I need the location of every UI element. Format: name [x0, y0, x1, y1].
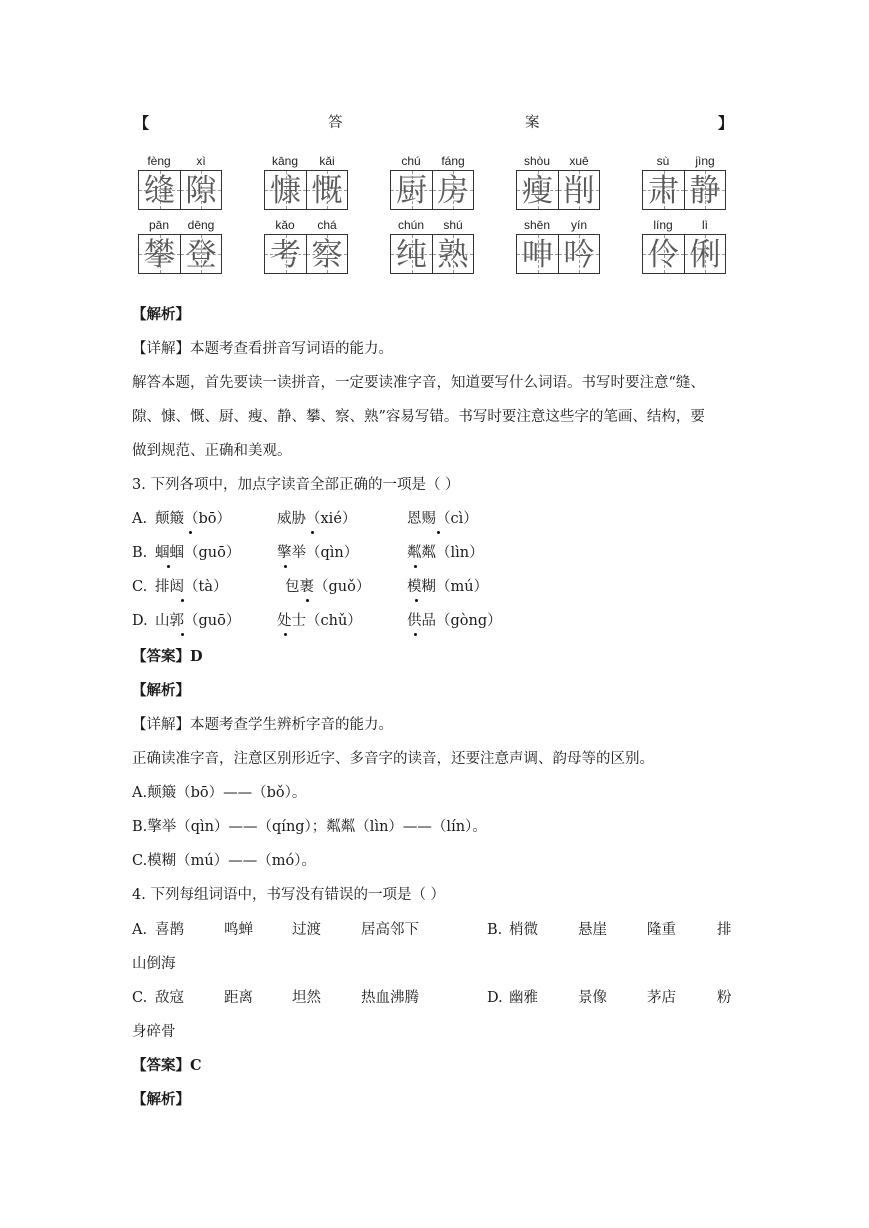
q3-stem: 3. 下列各项中，加点字读音全部正确的一项是（ ）: [132, 477, 460, 493]
pinyin-label: sù: [656, 154, 670, 168]
q2-body-line-1: 解答本题，首先要读一读拼音，一定要读准字音，知道要写什么词语。书写时要注意“缝、: [132, 375, 705, 391]
pinyin-label: shòu: [523, 154, 551, 168]
char-box: [642, 170, 726, 210]
q3-option-word: 模糊（mú）: [407, 579, 489, 595]
q4-analysis-heading: 【解析】: [132, 1091, 190, 1108]
q4-option-wrap: 身碎骨: [132, 1024, 176, 1040]
pinyin-label: shú: [443, 218, 463, 232]
char-box: [390, 234, 474, 274]
q4-option-word: 过渡: [292, 922, 321, 938]
hanzi-char: 厨: [396, 173, 427, 209]
answer-header-char-1: 答: [328, 115, 343, 131]
q4-option-word: 梢微: [509, 922, 538, 938]
q4-stem: 4. 下列每组词语中，书写没有错误的一项是（ ）: [132, 887, 446, 903]
hanzi-char: 静: [689, 173, 721, 209]
pinyin-label: chún: [397, 218, 425, 232]
emphasis-dot: [414, 633, 417, 636]
q3-option-word: 蝈蝈（guō）: [155, 545, 241, 561]
q2-analysis-heading: 【解析】: [132, 306, 190, 323]
char-box: [138, 170, 222, 210]
pinyin-label: chú: [401, 154, 421, 168]
pinyin-label: shēn: [523, 218, 551, 232]
q3-option-word: 排闼（tà）: [155, 579, 228, 595]
hanzi-char: 登: [185, 237, 217, 273]
hanzi-char: 隙: [185, 173, 217, 209]
char-box: [390, 170, 474, 210]
emphasis-dot: [311, 531, 314, 534]
emphasis-dot: [167, 565, 170, 568]
emphasis-dot: [189, 531, 192, 534]
hanzi-char: 伶: [648, 237, 679, 273]
q4-option-label: D.: [487, 990, 503, 1006]
pinyin-label: lì: [702, 218, 708, 232]
pinyin-label: kāng: [271, 154, 299, 168]
pinyin-label: fáng: [441, 154, 465, 168]
emphasis-dot: [415, 599, 418, 602]
q3-body: 正确读准字音，注意区别形近字、多音字的读音，还要注意声调、韵母等的区别。: [132, 751, 654, 767]
q3-fix-c: C.模糊（mú）——（mó）。: [132, 853, 317, 869]
emphasis-dot: [181, 633, 184, 636]
q3-fix-a: A.颠簸（bō）——（bǒ）。: [132, 785, 307, 801]
emphasis-dot: [437, 531, 440, 534]
q4-option-word: 坦然: [292, 990, 321, 1006]
hanzi-char: 察: [311, 237, 343, 273]
pinyin-label: xì: [196, 154, 206, 168]
hanzi-char: 缝: [144, 173, 175, 209]
q2-body-line-2: 隙、慷、慨、厨、瘦、静、攀、察、熟”容易写错。书写时要注意这些字的笔画、结构，要: [132, 409, 705, 425]
emphasis-dot: [284, 565, 287, 568]
char-box: [516, 170, 600, 210]
hanzi-char: 攀: [144, 237, 175, 273]
q4-option-word: 排: [717, 922, 732, 938]
q4-option-label: A.: [132, 922, 148, 938]
emphasis-dot: [181, 599, 184, 602]
char-box: [516, 234, 600, 274]
q3-detail: 【详解】本题考查学生辨析字音的能力。: [132, 717, 393, 733]
q4-option-word: 粉: [717, 990, 732, 1006]
q3-option-word: 供品（gòng）: [407, 613, 502, 629]
pinyin-label: pān: [148, 218, 170, 232]
hanzi-char: 纯: [396, 237, 427, 273]
q4-option-label: B.: [487, 922, 503, 938]
pinyin-label: líng: [653, 218, 673, 232]
hanzi-char: 瘦: [522, 173, 553, 209]
q4-option-word: 幽雅: [509, 990, 538, 1006]
hanzi-char: 吟: [563, 237, 595, 273]
q3-option-label: B.: [132, 545, 148, 561]
q4-option-word: 距离: [224, 990, 253, 1006]
q4-option-word: 热血沸腾: [361, 990, 419, 1006]
q3-fix-b: B.擎举（qìn）——（qíng）；粼粼（lìn）——（lín）。: [132, 819, 487, 835]
q3-option-word: 山郭（guō）: [155, 613, 241, 629]
q3-option-word: 处士（chǔ）: [277, 613, 362, 629]
q2-body-line-3: 做到规范、正确和美观。: [132, 443, 292, 459]
char-box: [642, 234, 726, 274]
hanzi-char: 考: [270, 237, 301, 273]
q4-option-word: 居高邻下: [361, 922, 419, 938]
q3-option-word: 颠簸（bō）: [155, 511, 232, 527]
q3-option-label: C.: [132, 579, 148, 595]
q4-option-label: C.: [132, 990, 148, 1006]
pinyin-grid-row-2: [138, 218, 726, 273]
pinyin-label: fèng: [147, 154, 171, 168]
hanzi-char: 慷: [270, 173, 301, 209]
hanzi-char: 房: [437, 173, 469, 209]
hanzi-char: 呻: [522, 237, 553, 273]
q3-answer: 【答案】D: [132, 648, 203, 665]
pinyin-label: xuē: [569, 154, 589, 168]
q4-option-word: 敌寇: [155, 990, 184, 1006]
q3-option-word: 威胁（xié）: [277, 511, 357, 527]
hanzi-char: 俐: [689, 237, 721, 273]
q3-analysis-heading: 【解析】: [132, 682, 190, 699]
pinyin-grid-row-1: [138, 154, 726, 209]
q4-option-word: 景像: [578, 990, 607, 1006]
emphasis-dot: [306, 599, 309, 602]
hanzi-char: 熟: [437, 237, 469, 273]
q3-option-word: 擎举（qìn）: [277, 545, 359, 561]
pinyin-label: jìng: [695, 154, 715, 168]
emphasis-dot: [414, 565, 417, 568]
q3-option-word: 包裹（guǒ）: [285, 579, 371, 595]
hanzi-char: 削: [563, 173, 595, 209]
char-box: [264, 170, 348, 210]
q4-option-wrap: 山倒海: [132, 956, 176, 972]
pinyin-label: dēng: [187, 218, 215, 232]
char-box: [138, 234, 222, 274]
q4-option-word: 悬崖: [578, 922, 607, 938]
q3-option-label: A.: [132, 511, 148, 527]
q4-option-word: 鸣蝉: [224, 922, 253, 938]
pinyin-label: chá: [317, 218, 337, 232]
answer-header-char-2: 案: [525, 115, 540, 131]
pinyin-label: kǎi: [319, 154, 335, 168]
answer-close-bracket: 】: [718, 114, 734, 132]
hanzi-char: 慨: [311, 173, 343, 209]
q3-option-word: 恩赐（cì）: [407, 511, 478, 527]
pinyin-label: kǎo: [275, 218, 295, 232]
char-box: [264, 234, 348, 274]
hanzi-char: 肃: [648, 173, 679, 209]
q4-option-word: 隆重: [647, 922, 676, 938]
q4-answer: 【答案】C: [132, 1057, 202, 1074]
q2-detail: 【详解】本题考查看拼音写词语的能力。: [132, 341, 393, 357]
answer-open-bracket: 【: [134, 114, 150, 132]
q4-option-word: 茅店: [647, 990, 676, 1006]
q3-option-word: 粼粼（lìn）: [407, 545, 484, 561]
q3-option-label: D.: [132, 613, 148, 629]
pinyin-label: yín: [570, 218, 588, 232]
emphasis-dot: [284, 633, 287, 636]
q4-option-word: 喜鹊: [155, 922, 184, 938]
